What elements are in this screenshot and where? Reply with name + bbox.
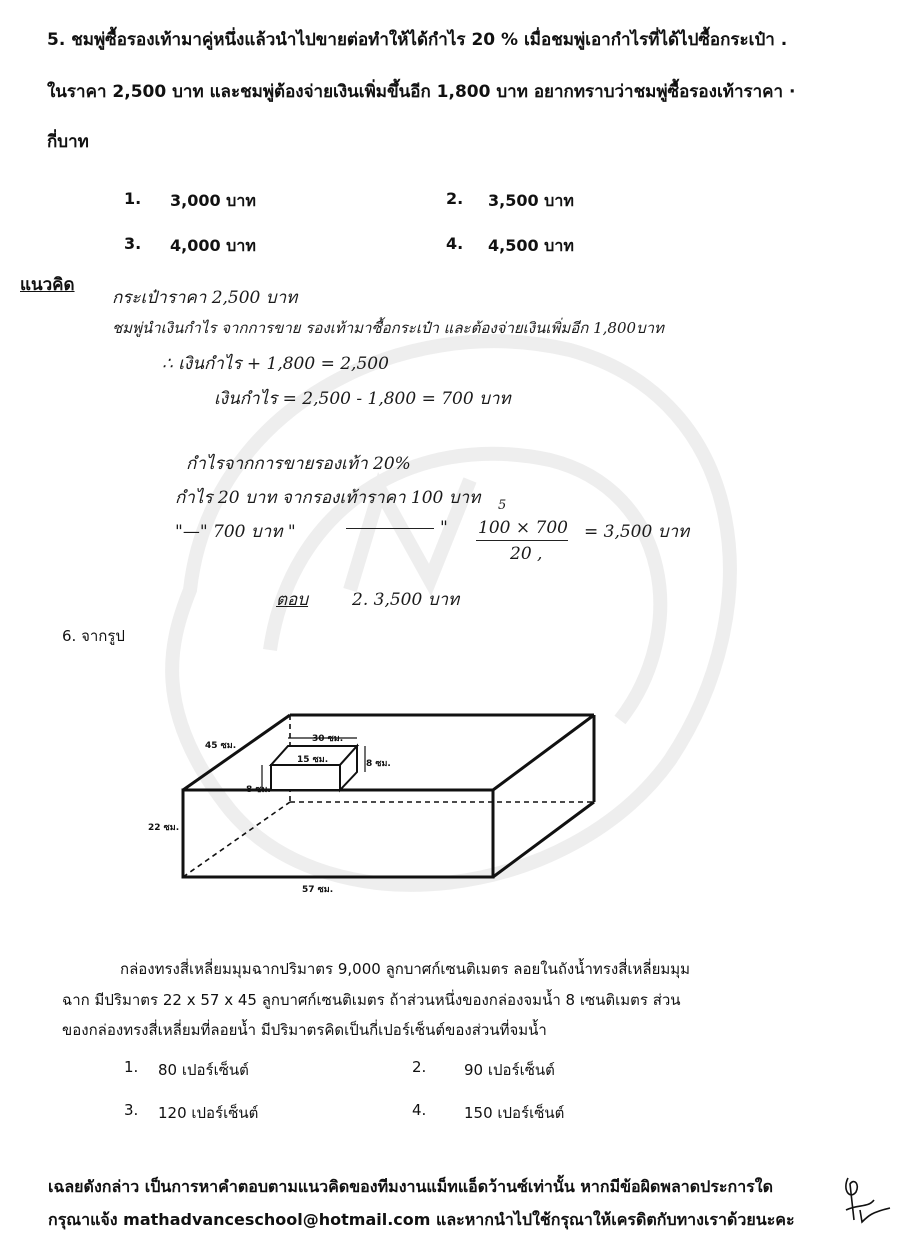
q6-choice-1-num: 1. <box>124 1058 139 1076</box>
q5-choice-3: 4,000 บาท <box>170 236 256 255</box>
q6-paragraph-3: ของกล่องทรงสี่เหลี่ยมที่ลอยน้ำ มีปริมาตรคิดเป็นกี่เปอร์เซ็นต์ของส่วนที่จมน้ำ <box>62 1021 547 1039</box>
q5-choice-3-num: 3. <box>124 234 142 253</box>
q5-line-3: กี่บาท <box>47 132 89 152</box>
q6-choice-3-num: 3. <box>124 1101 139 1119</box>
footer-line-1: เฉลยดังกล่าว เป็นการหาคำตอบตามแนวคิดของทีมงานแม็ทแอ็ดว้านซ์เท่านั้น หากมีข้อผิดพลาดประการใด <box>48 1177 773 1196</box>
q5-choice-2: 3,500 บาท <box>488 191 574 210</box>
q6-title: 6. จากรูป <box>62 627 125 645</box>
label-15cm: 15 ซม. <box>297 755 329 765</box>
q5-choice-1: 3,000 บาท <box>170 191 256 210</box>
q5-choice-4-num: 4. <box>446 234 464 253</box>
label-57cm: 57 ซม. <box>302 885 334 895</box>
q5-choice-1-num: 1. <box>124 189 142 208</box>
q5-line-2: ในราคา 2,500 บาท และชมพู่ต้องจ่ายเงินเพิ่มขึ้นอีก 1,800 บาท อยากทราบว่าชมพู่ซื้อรองเท้าราคา · <box>47 82 796 102</box>
q6-choice-4: 150 เปอร์เซ็นต์ <box>464 1104 565 1122</box>
q5-line-1: 5. ชมพู่ซื้อรองเท้ามาคู่หนึ่งแล้วนำไปขายต่อทำให้ได้กำไร 20 % เมื่อชมพู่เอากำไรที่ได้ไปซื้อกระเป๋า . <box>47 30 788 50</box>
solution-line-4: เงินกำไร = 2,500 - 1,800 = 700 บาท <box>214 389 511 409</box>
q5-choice-2-num: 2. <box>446 189 464 208</box>
fraction-result: = 3,500 บาท <box>584 522 690 542</box>
answer-value: 2. 3,500 บาท <box>352 590 460 610</box>
answer-label: ตอบ <box>276 590 309 610</box>
q6-choice-4-num: 4. <box>412 1101 427 1119</box>
fraction-numerator: 100 × 700 <box>478 518 568 538</box>
q6-choice-1: 80 เปอร์เซ็นต์ <box>158 1061 249 1079</box>
solution-line-7: "—" 700 บาท " <box>175 522 296 542</box>
q6-choice-2-num: 2. <box>412 1058 427 1076</box>
solution-line-3: ∴ เงินกำไร + 1,800 = 2,500 <box>162 354 389 374</box>
signature-mark <box>838 1170 894 1230</box>
solution-line-2: ชมพู่นำเงินกำไร จากการขาย รองเท้ามาซื้อกระเป๋า และต้องจ่ายเงินเพิ่มอีก 1,800บาท <box>112 319 664 337</box>
ditto-dash <box>346 528 434 529</box>
fraction-denominator: 20 , <box>510 544 543 564</box>
solution-line-7-ditto: " <box>440 518 448 538</box>
label-30cm: 30 ซม. <box>312 734 344 744</box>
label-8cm-right: 8 ซม. <box>366 759 391 769</box>
q6-paragraph-1: กล่องทรงสี่เหลี่ยมมุมฉากปริมาตร 9,000 ลูกบาศก์เซนติเมตร ลอยในถังน้ำทรงสี่เหลี่ยมมุม <box>120 960 691 978</box>
solution-line-1: กระเป๋าราคา 2,500 บาท <box>112 288 298 308</box>
q6-paragraph-2: ฉาก มีปริมาตร 22 x 57 x 45 ลูกบาศก์เซนติเมตร ถ้าส่วนหนึ่งของกล่องจมน้ำ 8 เซนติเมตร ส่วน <box>62 991 681 1009</box>
q6-choice-3: 120 เปอร์เซ็นต์ <box>158 1104 259 1122</box>
footer-line-2: กรุณาแจ้ง mathadvanceschool@hotmail.com และหากนำไปใช้กรุณาให้เครดิตกับทางเราด้วยนะคะ <box>48 1210 795 1229</box>
solution-line-5: กำไรจากการขายรองเท้า 20% <box>186 454 411 474</box>
label-22cm: 22 ซม. <box>148 823 180 833</box>
solution-heading: แนวคิด <box>20 275 75 295</box>
fraction-cancel-5: 5 <box>498 498 507 513</box>
fraction-bar <box>476 540 568 541</box>
label-8cm-left: 8 ซม. <box>246 785 271 795</box>
q5-choice-4: 4,500 บาท <box>488 236 574 255</box>
solution-line-6: กำไร 20 บาท จากรองเท้าราคา 100 บาท <box>175 488 481 508</box>
label-45cm: 45 ซม. <box>205 741 237 751</box>
tank-figure <box>140 700 620 900</box>
q6-choice-2: 90 เปอร์เซ็นต์ <box>464 1061 555 1079</box>
